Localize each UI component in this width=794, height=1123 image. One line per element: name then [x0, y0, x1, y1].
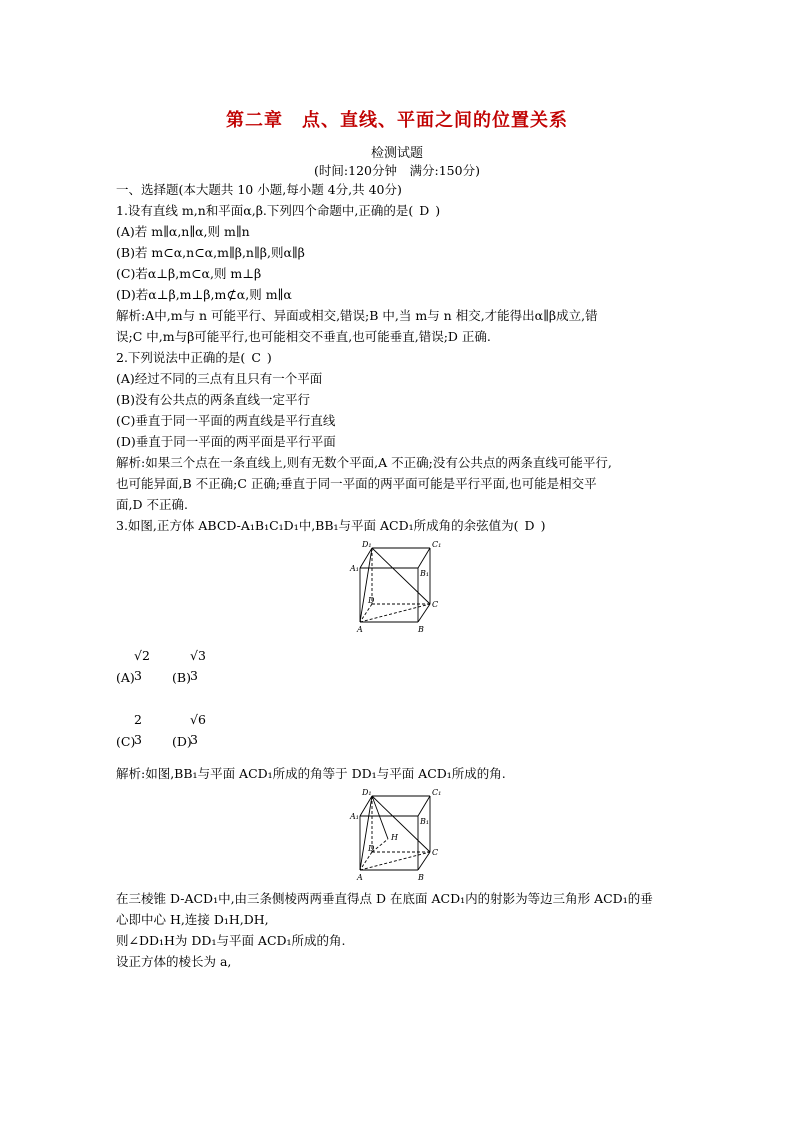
- question-3-analysis-line: 心即中心 H,连接 D₁H,DH,: [116, 912, 269, 927]
- question-3-text: 3.如图,正方体 ABCD-A₁B₁C₁D₁中,BB₁与平面 ACD₁所成角的余弦值为(: [116, 518, 519, 533]
- question-3-close: ): [540, 518, 546, 533]
- label-a1: A₁: [350, 812, 359, 821]
- cube-figure-1: [348, 536, 448, 636]
- question-2-option-c: (C)垂直于同一平面的两直线是平行直线: [116, 413, 336, 428]
- cube-figure-2: [348, 784, 448, 884]
- option-d-numerator: √6: [190, 712, 206, 727]
- question-2-answer: C: [251, 350, 261, 365]
- label-c1: C₁: [432, 540, 442, 549]
- label-b1: B₁: [420, 569, 430, 578]
- label-a1: A₁: [350, 564, 359, 573]
- question-2-option-a: (A)经过不同的三点有且只有一个平面: [116, 371, 323, 386]
- option-d-fraction: [172, 712, 212, 752]
- question-1-option-c: (C)若α⊥β,m⊂α,则 m⊥β: [116, 266, 262, 281]
- label-d1: D₁: [362, 788, 372, 797]
- question-1-close: ): [435, 203, 441, 218]
- label-c: C: [432, 600, 439, 609]
- question-2-stem: [116, 349, 272, 367]
- question-2-text: 2.下列说法中正确的是(: [116, 350, 246, 365]
- option-d-label: (D): [172, 734, 192, 749]
- label-d: D: [368, 596, 375, 605]
- label-c1: C₁: [432, 788, 442, 797]
- question-3-analysis-line: 在三棱锥 D-ACD₁中,由三条侧棱两两垂直得点 D 在底面 ACD₁内的射影为等边三角形 ACD₁的垂: [116, 891, 653, 906]
- question-3-analysis-line: 则∠DD₁H为 DD₁与平面 ACD₁所成的角.: [116, 933, 346, 948]
- option-b-numerator: √3: [190, 648, 206, 663]
- question-1-option-b: (B)若 m⊂α,n⊂α,m∥β,n∥β,则α∥β: [116, 245, 305, 260]
- question-3-answer: D: [524, 518, 535, 533]
- option-a-label: (A): [116, 670, 135, 685]
- question-1-analysis-line: 误;C 中,m与β可能平行,也可能相交不垂直,也可能垂直,错误;D 正确.: [116, 329, 491, 344]
- question-2-close: ): [266, 350, 272, 365]
- label-d1: D₁: [362, 540, 372, 549]
- label-h: H: [391, 833, 398, 842]
- question-3-analysis-line: 设正方体的棱长为 a,: [116, 954, 232, 969]
- label-c: C: [432, 848, 439, 857]
- label-a: A: [357, 625, 363, 634]
- label-b1: B₁: [420, 817, 430, 826]
- option-c-numerator: 2: [134, 712, 142, 727]
- option-a-fraction: [116, 648, 156, 688]
- question-1-answer: D: [419, 203, 430, 218]
- page-subtitle: 检测试题: [370, 146, 423, 161]
- label-a: A: [357, 873, 363, 882]
- option-b-denominator: 3: [190, 668, 198, 683]
- question-2-analysis-line: 面,D 不正确.: [116, 497, 188, 512]
- option-b-fraction: [172, 648, 212, 688]
- option-c-denominator: 3: [134, 732, 142, 747]
- section-heading: 一、选择题(本大题共 10 小题,每小题 4分,共 40分): [116, 182, 402, 197]
- label-b: B: [418, 625, 424, 634]
- question-2-analysis-line: 也可能异面,B 不正确;C 正确;垂直于同一平面的两平面可能是平行平面,也可能是相交平: [116, 476, 597, 491]
- question-1-analysis-line: 解析:A中,m与 n 可能平行、异面或相交,错误;B 中,当 m与 n 相交,才能得出α∥β成立,错: [116, 308, 598, 323]
- question-1-option-d: (D)若α⊥β,m⊥β,m⊄α,则 m∥α: [116, 287, 292, 302]
- option-a-denominator: 3: [134, 668, 142, 683]
- option-c-fraction: [116, 712, 156, 752]
- question-3-stem: [116, 517, 545, 535]
- label-b: B: [418, 873, 424, 882]
- label-d: D: [368, 844, 375, 853]
- question-1-stem: [116, 202, 440, 220]
- question-2-analysis-line: 解析:如果三个点在一条直线上,则有无数个平面,A 不正确;没有公共点的两条直线可能平行,: [116, 455, 612, 470]
- question-2-option-d: (D)垂直于同一平面的两平面是平行平面: [116, 434, 336, 449]
- option-b-label: (B): [172, 670, 191, 685]
- option-a-numerator: √2: [134, 648, 150, 663]
- option-d-denominator: 3: [190, 732, 198, 747]
- page-title: 第二章 点、直线、平面之间的位置关系: [226, 110, 568, 131]
- option-c-label: (C): [116, 734, 136, 749]
- exam-time-line: (时间:120分钟 满分:150分): [314, 163, 480, 178]
- question-3-analysis-line: 解析:如图,BB₁与平面 ACD₁所成的角等于 DD₁与平面 ACD₁所成的角.: [116, 766, 506, 781]
- question-1-text: 1.设有直线 m,n和平面α,β.下列四个命题中,正确的是(: [116, 203, 414, 218]
- question-1-option-a: (A)若 m∥α,n∥α,则 m∥n: [116, 224, 250, 239]
- question-2-option-b: (B)没有公共点的两条直线一定平行: [116, 392, 310, 407]
